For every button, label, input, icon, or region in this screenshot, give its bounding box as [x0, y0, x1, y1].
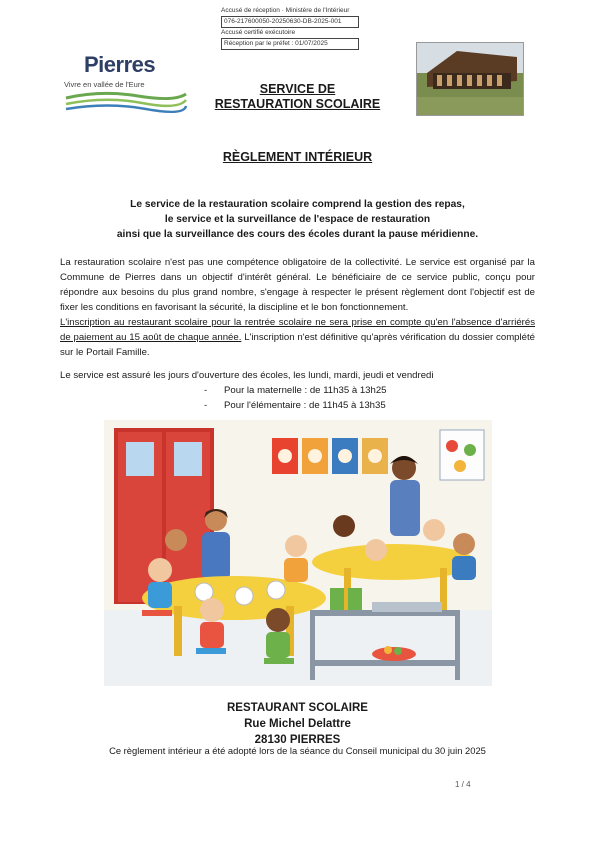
bullet-dash: - — [204, 385, 208, 396]
stamp-line-4: Réception par le préfet : 01/07/2025 — [221, 38, 359, 50]
restaurant-address — [180, 700, 415, 748]
intro-line-1: Le service de la restauration scolaire comprend la gestion des repas, — [130, 199, 465, 210]
paragraph-text-1: La restauration scolaire n'est pas une compétence obligatoire de la collectivité. Le service est organisé par la Commune de Pierres dans un objectif d'intérêt général. Le bénéficiaire de ce service public, conçu pour répondre aux besoins du plus grand nombre, s'engage à respecter le présent règlement dont l'objectif est de fixer les conditions en favorisant la sécurité, la discipline et le bon fonctionnement. — [60, 257, 535, 313]
adoption-note: Ce règlement intérieur a été adopté lors de la séance du Conseil municipal du 30 juin 2025 — [109, 745, 486, 756]
stamp-line-3: Accusé certifié exécutoire — [221, 29, 296, 36]
schedule — [60, 368, 535, 413]
address-line-3: 28130 PIERRES — [254, 734, 341, 746]
bullet-dash: - — [204, 400, 208, 411]
page-number: 1 / 4 — [455, 780, 471, 789]
main-paragraph — [60, 255, 535, 360]
logo-tagline: Vivre en vallée de l'Eure — [64, 80, 145, 89]
service-title-line-1: SERVICE DE — [259, 82, 336, 96]
schedule-item-1-text: Pour la maternelle : de 11h35 à 13h25 — [224, 385, 387, 396]
schedule-item-2-text: Pour l'élémentaire : de 11h45 à 13h35 — [224, 400, 386, 411]
schedule-intro: Le service est assuré les jours d'ouverture des écoles, les lundi, mardi, jeudi et vendredi — [60, 370, 434, 381]
canteen-illustration — [104, 420, 492, 686]
schedule-item-elementaire — [204, 398, 535, 413]
receipt-stamp — [221, 6, 359, 50]
intro-line-2: le service et la surveillance de l'espace de restauration — [164, 214, 431, 225]
service-title-line-2: RESTAURATION SCOLAIRE — [214, 97, 381, 111]
address-line-2: Rue Michel Delattre — [244, 718, 351, 730]
intro-line-3: ainsi que la surveillance des cours des écoles durant la pause méridienne. — [116, 229, 479, 240]
schedule-item-maternelle — [204, 383, 535, 398]
stamp-line-2: 076-217600050-20250630-DB-2025-001 — [221, 16, 359, 28]
reglement-title: RÈGLEMENT INTÉRIEUR — [222, 150, 373, 164]
pierres-logo — [62, 50, 192, 120]
paragraph-text-2: L'inscription n'est définitive qu'après vérification du dossier complété sur le Portail Famille. — [60, 332, 535, 358]
paragraph-underlined: L'inscription au restaurant scolaire pour la rentrée scolaire ne sera prise en compte qu'en l'absence d'arriérés de paiement au 15 août de chaque année. — [60, 317, 535, 343]
stamp-line-1: Accusé de réception · Ministère de l'Intérieur — [221, 7, 350, 14]
logo-waves-icon — [62, 88, 190, 118]
intro-statement — [75, 197, 520, 242]
logo-name: Pierres — [84, 52, 156, 77]
service-title — [200, 82, 395, 112]
address-line-1: RESTAURANT SCOLAIRE — [227, 702, 368, 714]
school-building-photo — [416, 42, 524, 116]
